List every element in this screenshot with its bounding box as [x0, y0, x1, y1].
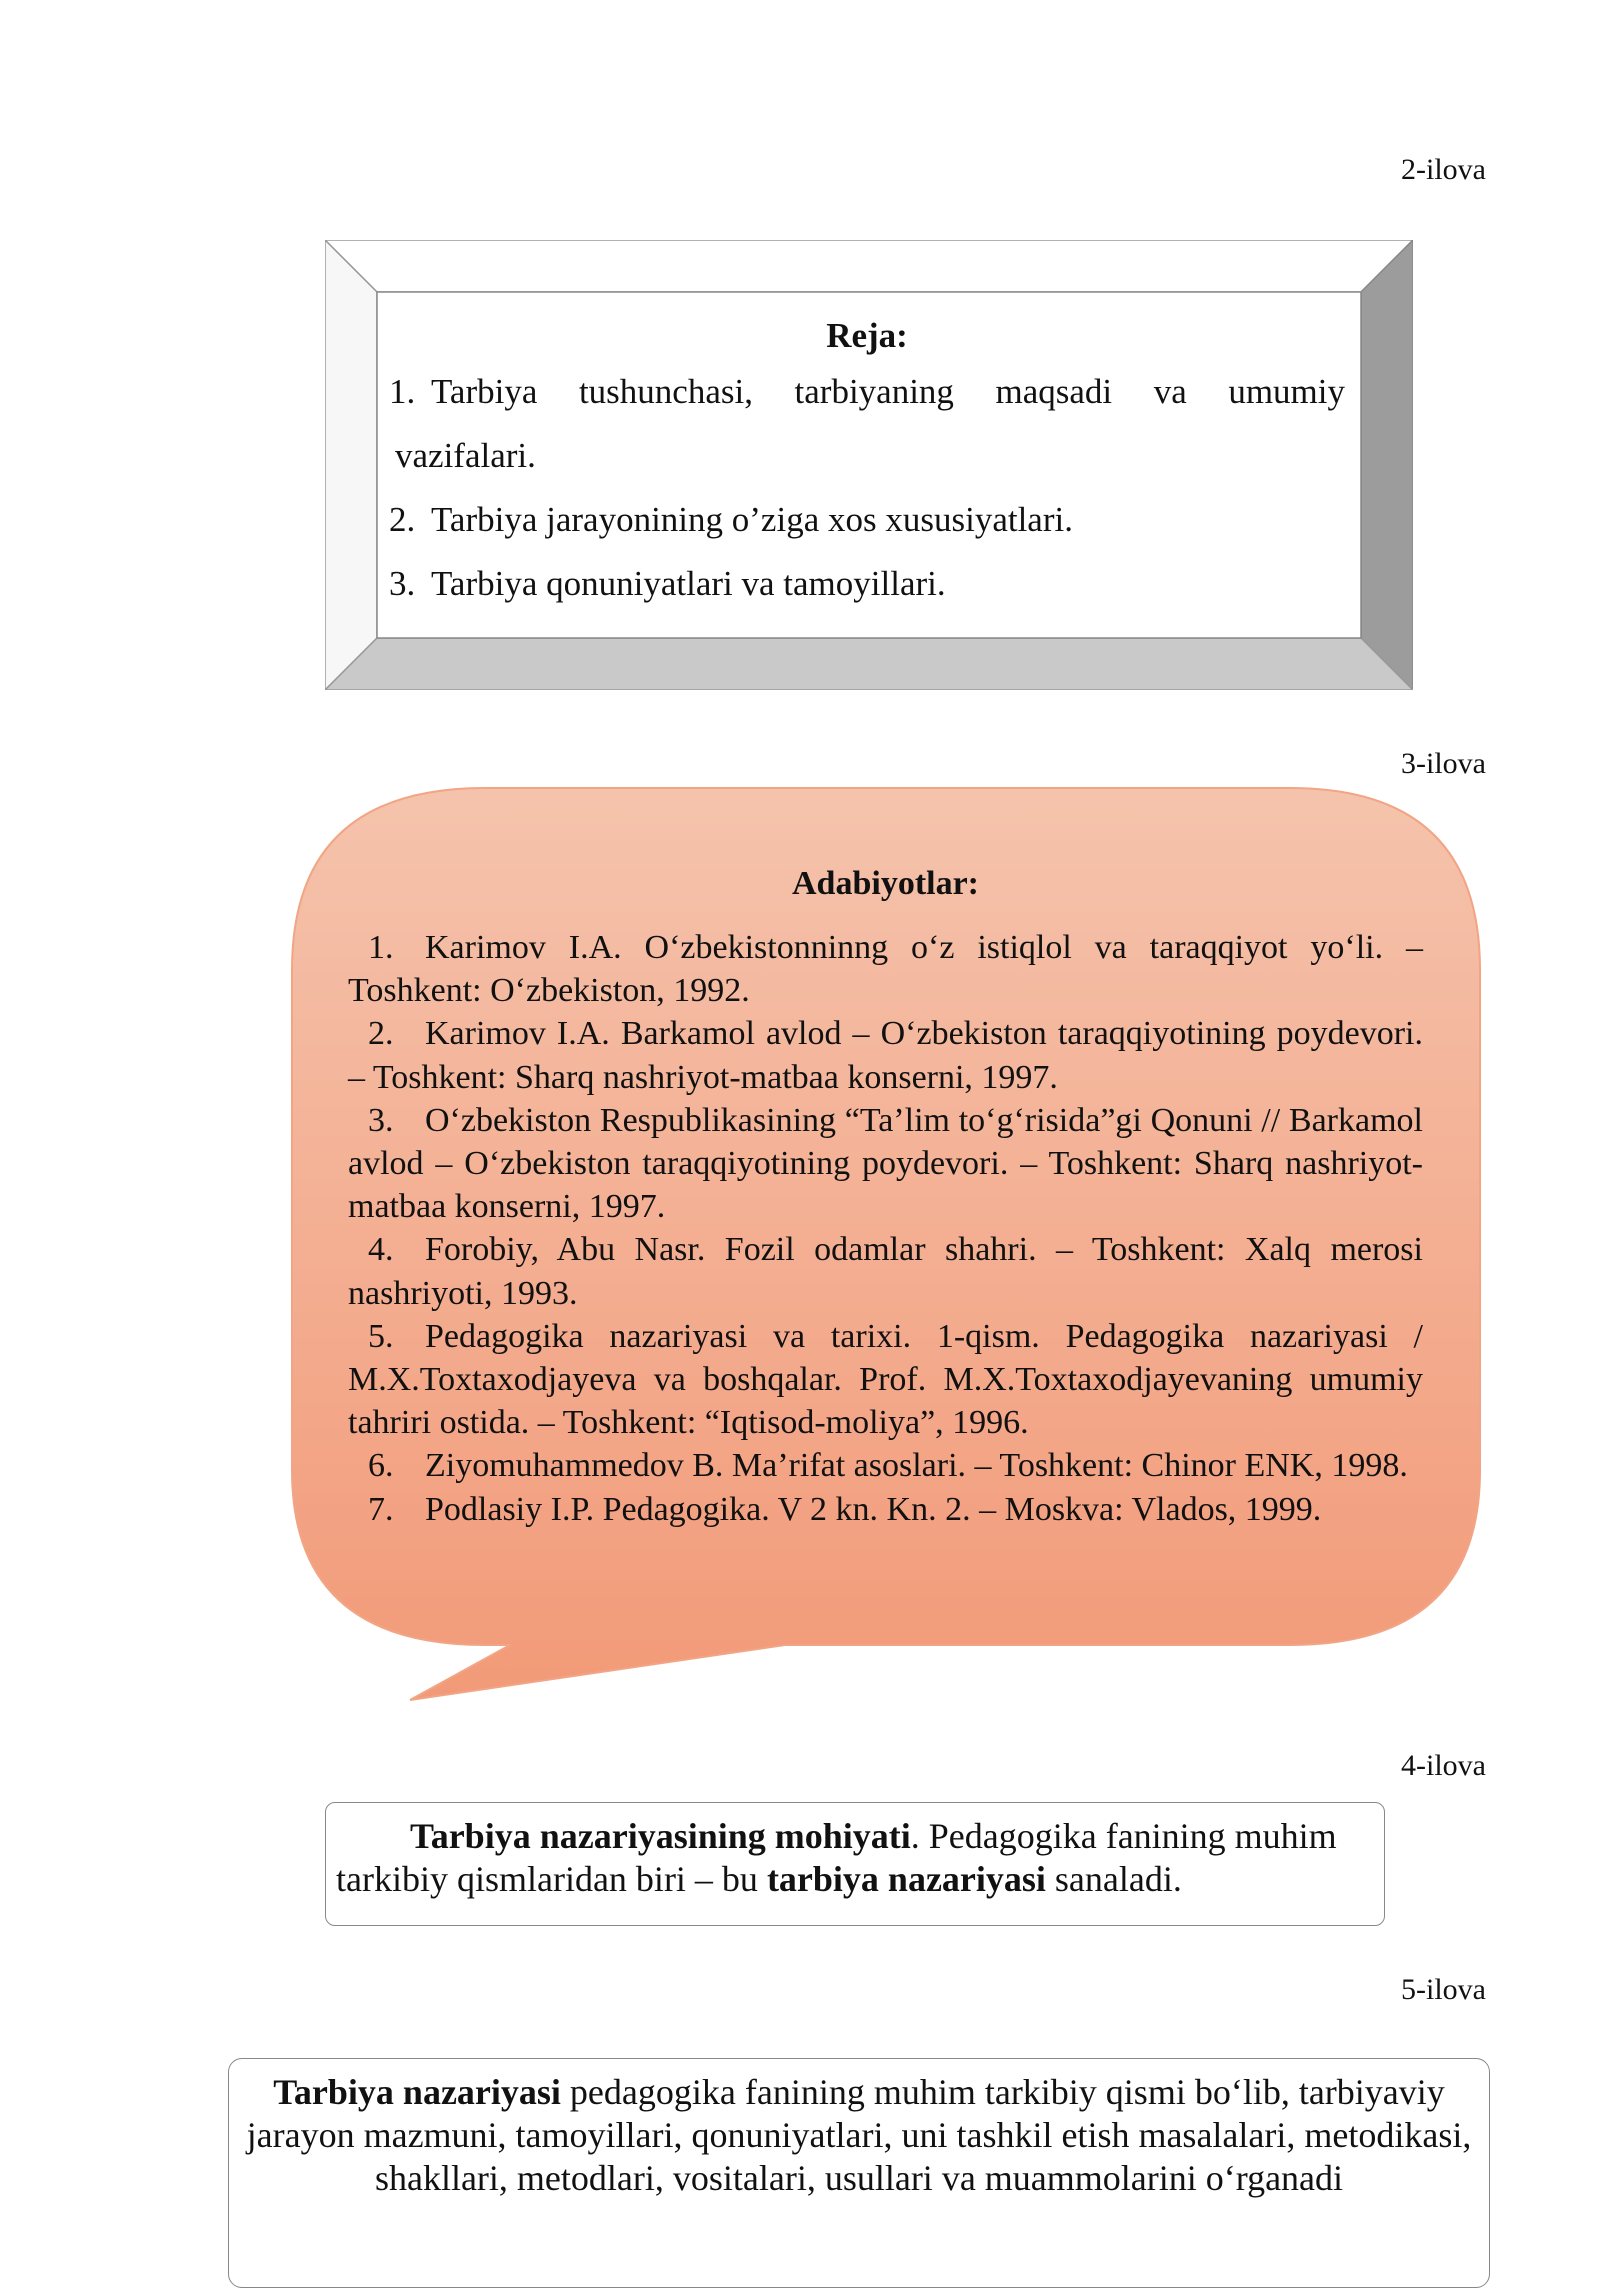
essence-paragraph: Tarbiya nazariyasining mohiyati. Pedagogika fanining muhim tarkibiy qismlaridan biri – bu tarbiya nazariyasi sanaladi. [336, 1816, 1337, 1899]
plan-frame [325, 240, 1413, 690]
bibliography-item: 6. Ziyomuhammedov B. Ma’rifat asoslari. – Toshkent: Chinor ENK, 1998. [368, 1447, 1408, 1485]
bibliography-item: 1. Karimov I.A. O‘zbekistonninng o‘z istiqlol va taraqqiyot yo‘li. – Toshkent: O‘zbekiston, 1992. [348, 929, 1423, 1010]
plan-item-text: Tarbiya jarayonining o’ziga xos xususiyatlari. [431, 500, 1073, 539]
plan-item-number: 1. [389, 372, 416, 411]
plan-content [377, 292, 1357, 634]
theory-definition-box [228, 2058, 1490, 2288]
appendix-label-2: 2-ilova [1401, 153, 1486, 186]
plan-item-number: 2. [389, 500, 416, 539]
appendix-label-3: 3-ilova [1401, 747, 1486, 780]
bibliography-content [348, 860, 1423, 1531]
bibliography-bubble [280, 780, 1500, 1720]
bibliography-item: 7. Podlasiy I.P. Pedagogika. V 2 kn. Kn. 2. – Moskva: Vlados, 1999. [368, 1490, 1322, 1528]
plan-item-number: 3. [389, 564, 416, 603]
bibliography-title: Adabiyotlar: [792, 865, 979, 902]
bibliography-item: 4. Forobiy, Abu Nasr. Fozil odamlar shahri. – Toshkent: Xalq merosi nashriyoti, 1993. [348, 1231, 1423, 1312]
appendix-label-4: 4-ilova [1401, 1749, 1486, 1782]
plan-item-2 [389, 488, 1345, 552]
plan-title: Reja: [826, 316, 908, 355]
plan-item-1 [389, 360, 1345, 424]
appendix-label-5: 5-ilova [1401, 1973, 1486, 2006]
theory-paragraph: Tarbiya nazariyasi pedagogika fanining muhim tarkibiy qismi bo‘lib, tarbiyaviy jarayon mazmuni, tamoyillari, qonuniyatlari, uni tashkil etish masalalari, metodikasi, shakllari, metodlari, vositalari, usullari va muammolarini o‘rganadi [246, 2072, 1472, 2198]
plan-item-1-continuation: vazifalari. [395, 436, 536, 475]
essence-definition-box [325, 1802, 1385, 1926]
plan-item-3 [389, 552, 1345, 616]
bibliography-item: 5. Pedagogika nazariyasi va tarixi. 1-qism. Pedagogika nazariyasi / M.X.Toxtaxodjayeva va boshqalar. Prof. M.X.Toxtaxodjayevaning umumiy tahriri ostida. – Toshkent: “Iqtisod-moliya”, 1996. [348, 1317, 1423, 1442]
plan-item-text: Tarbiya tushunchasi, tarbiyaning maqsadi va umumiy [431, 372, 1345, 411]
bibliography-item: 3. O‘zbekiston Respublikasining “Ta’lim to‘g‘risida”gi Qonuni // Barkamol avlod – O‘zbekiston taraqqiyotining poydevori. – Toshkent: Sharq nashriyot-matbaa konserni, 1997. [348, 1101, 1423, 1226]
plan-item-text: Tarbiya qonuniyatlari va tamoyillari. [431, 564, 946, 603]
bibliography-item: 2. Karimov I.A. Barkamol avlod – O‘zbekiston taraqqiyotining poydevori. – Toshkent: Sharq nashriyot-matbaa konserni, 1997. [348, 1015, 1423, 1096]
